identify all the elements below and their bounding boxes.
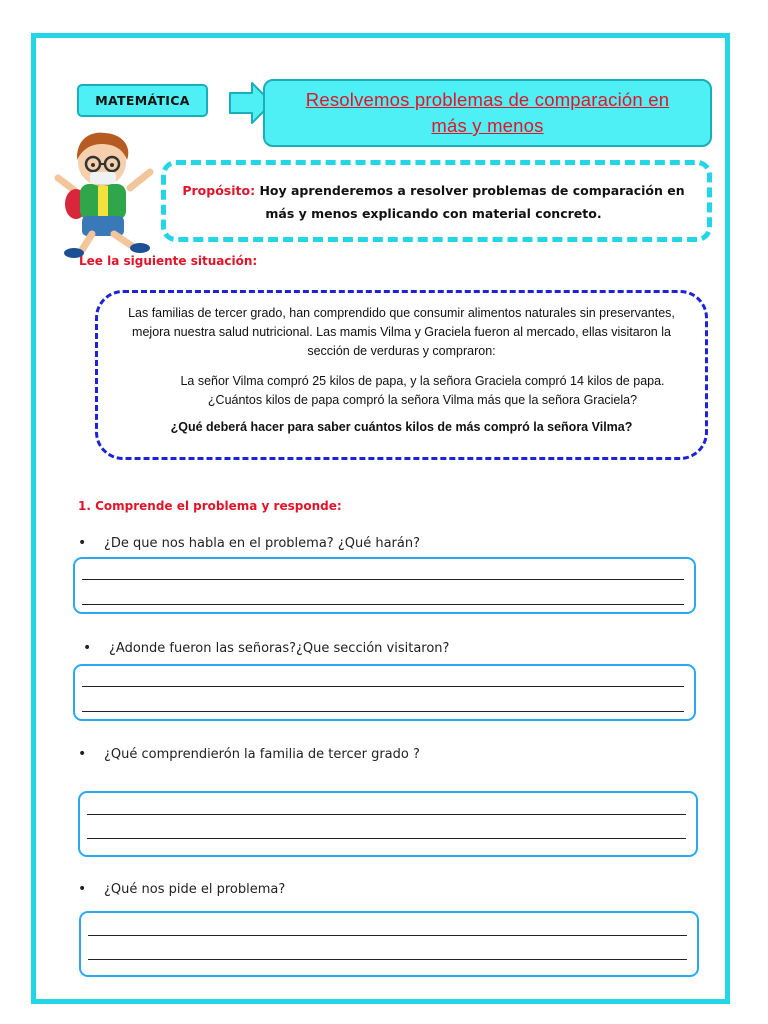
bullet: •	[78, 535, 87, 551]
situation-intro: Las familias de tercer grado, han comprendido que consumir alimentos naturales sin preservantes, mejora nuestra salud nutricional. Las mamis Vilma y Graciela fueron al mercado, ellas visitaron la sección de verduras y compraron:	[128, 306, 675, 358]
answer-line	[87, 814, 686, 815]
purpose-box	[161, 160, 712, 242]
student-illustration	[52, 128, 172, 260]
answer-line	[87, 838, 686, 839]
answer-box-1[interactable]	[73, 557, 696, 614]
title-box	[263, 79, 712, 147]
question-2-text: ¿Adonde fueron las señoras?¿Que sección visitaron?	[109, 641, 450, 656]
bullet: •	[83, 640, 92, 656]
page-title: Resolvemos problemas de comparación en más y menos	[305, 89, 670, 136]
answer-line	[82, 711, 684, 712]
bullet: •	[78, 746, 87, 762]
answer-line	[88, 935, 687, 936]
bullet: •	[78, 881, 87, 897]
read-prompt: Lee la siguiente situación:	[79, 254, 258, 268]
situation-box	[95, 290, 708, 460]
question-4-text: ¿Qué nos pide el problema?	[104, 882, 286, 897]
answer-box-2[interactable]	[73, 664, 696, 721]
purpose-label: Propósito:	[182, 183, 256, 198]
question-4	[78, 881, 285, 897]
question-3	[78, 746, 420, 762]
answer-box-4[interactable]	[79, 911, 699, 977]
question-1	[78, 535, 420, 551]
purpose-text: Hoy aprenderemos a resolver problemas de comparación en más y menos explicando con material concreto.	[259, 183, 685, 221]
answer-line	[82, 604, 684, 605]
situation-problem: La señor Vilma compró 25 kilos de papa, y la señora Graciela compró 14 kilos de papa. ¿Cuántos kilos de papa compró la señora Vilma más que la señora Graciela?	[180, 374, 665, 407]
answer-line	[82, 686, 684, 687]
situation-question: ¿Qué deberá hacer para saber cuántos kilos de más compró la señora Vilma?	[170, 420, 633, 434]
question-3-text: ¿Qué comprendierón la familia de tercer grado ?	[104, 747, 420, 762]
question-1-text: ¿De que nos habla en el problema? ¿Qué harán?	[104, 536, 420, 551]
subject-tag	[77, 84, 208, 117]
section-heading: 1. Comprende el problema y responde:	[78, 499, 342, 513]
answer-line	[88, 959, 687, 960]
subject-label: MATEMÁTICA	[95, 93, 190, 108]
answer-box-3[interactable]	[78, 791, 698, 857]
question-2	[83, 640, 449, 656]
answer-line	[82, 579, 684, 580]
